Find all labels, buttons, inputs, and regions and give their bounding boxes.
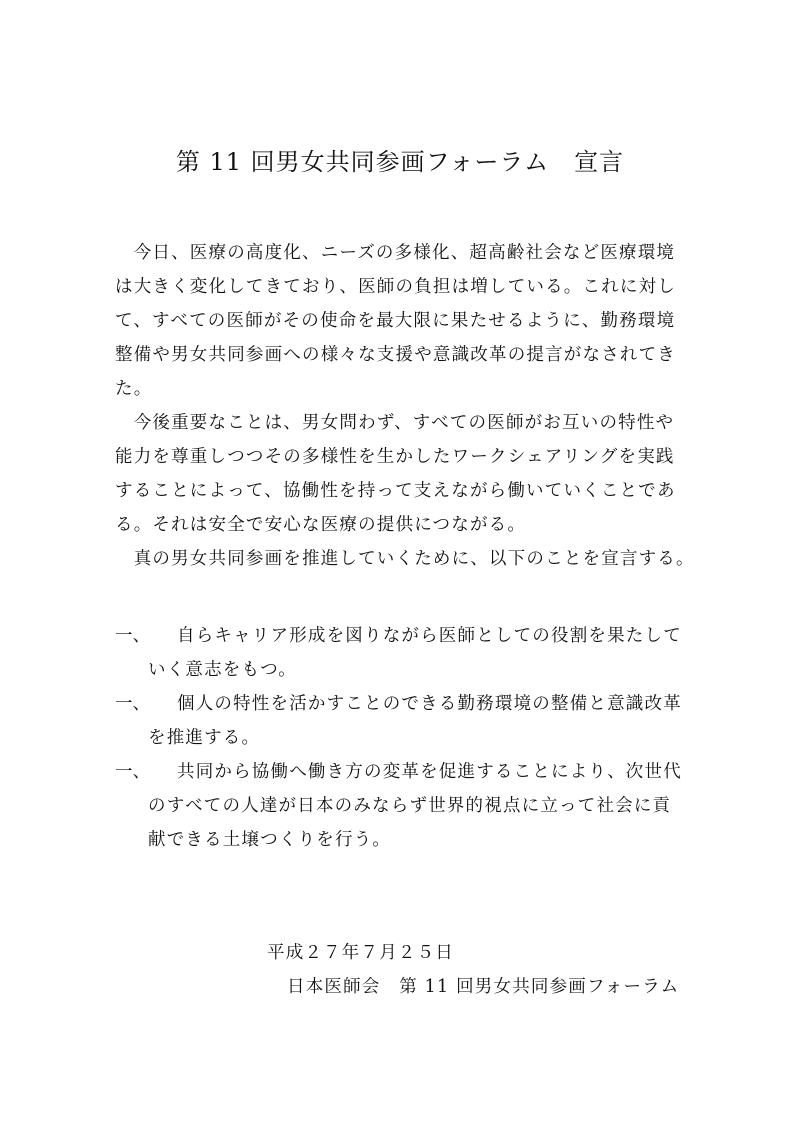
paragraph-declaration-intro	[115, 542, 705, 576]
resolution-line: のすべての人達が日本のみならず世界的視点に立って社会に貢	[148, 796, 672, 816]
resolution-mark: 一、	[115, 626, 150, 646]
document-title: 第 11 回男女共同参画フォーラム 宣言	[175, 148, 625, 176]
resolution-line: 共同から協働へ働き方の変革を促進することにより、次世代	[177, 762, 682, 782]
resolution-list	[115, 619, 705, 857]
paragraph-line: た。	[115, 379, 153, 399]
declaration-body	[115, 236, 705, 576]
resolution-item	[115, 687, 705, 755]
resolution-mark: 一、	[115, 762, 150, 782]
declaration-signature: 日本医師会 第 11 回男女共同参画フォーラム	[287, 977, 680, 997]
resolution-item	[115, 619, 705, 687]
paragraph-line: 今日、医療の高度化、ニーズの多様化、超高齢社会など医療環境	[115, 243, 676, 263]
resolution-line: を推進する。	[148, 728, 261, 748]
declaration-date: 平成２７年７月２５日	[267, 943, 454, 963]
paragraph-line: 能力を尊重しつつその多様性を生かしたワークシェアリングを実践	[115, 447, 675, 467]
paragraph-importance	[115, 406, 705, 542]
resolution-line: 自らキャリア形成を図りながら医師としての役割を果たして	[177, 626, 682, 646]
paragraph-line: て、すべての医師がその使命を最大限に果たせるように、勤務環境	[115, 311, 676, 331]
resolution-line: 献できる土壌つくりを行う。	[148, 830, 392, 850]
resolution-line: 個人の特性を活かすことのできる勤務環境の整備と意識改革	[177, 694, 682, 714]
resolution-mark: 一、	[115, 694, 150, 714]
paragraph-context	[115, 236, 705, 406]
paragraph-line: 真の男女共同参画を推進していくために、以下のことを宣言する。	[115, 549, 695, 569]
resolution-item	[115, 755, 705, 857]
paragraph-line: 今後重要なことは、男女問わず、すべての医師がお互いの特性や	[115, 413, 675, 433]
paragraph-line: 整備や男女共同参画への様々な支援や意識改革の提言がなされてき	[115, 345, 676, 365]
paragraph-line: る。それは安全で安心な医療の提供につながる。	[115, 515, 527, 535]
resolution-line: いく意志をもつ。	[148, 660, 297, 680]
paragraph-line: することによって、協働性を持って支えながら働いていくことであ	[115, 481, 676, 501]
paragraph-line: は大きく変化してきており、医師の負担は増している。これに対し	[115, 277, 676, 297]
